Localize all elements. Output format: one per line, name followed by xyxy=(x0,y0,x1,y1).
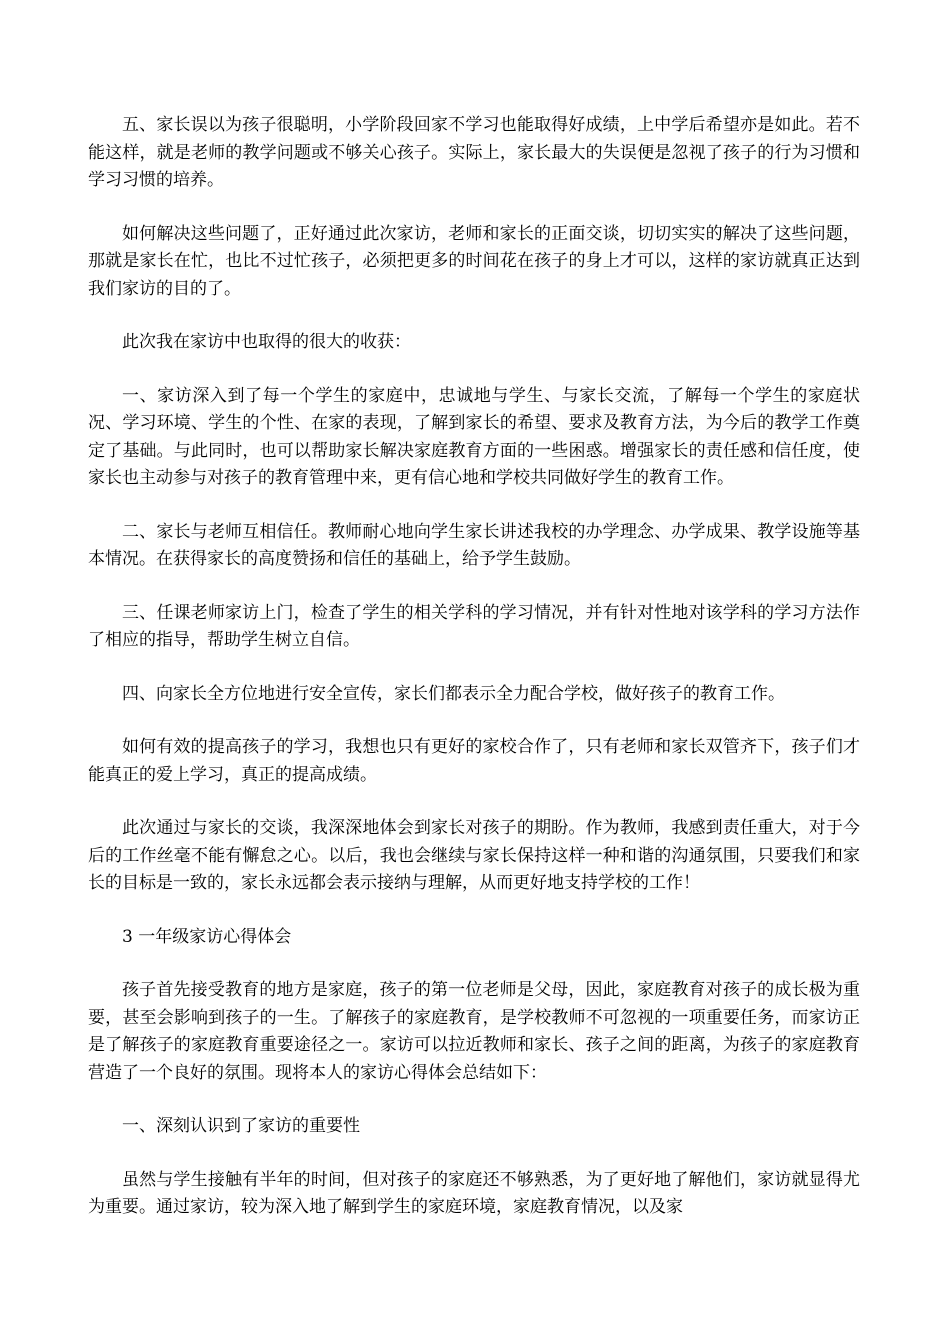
paragraph-gain-three: 三、任课老师家访上门，检查了学生的相关学科的学习情况，并有针对性地对该学科的学习方法作了相应的指导，帮助学生树立自信。 xyxy=(88,602,860,650)
paragraph-cooperation: 如何有效的提高孩子的学习，我想也只有更好的家校合作了，只有老师和家长双管齐下，孩子们才能真正的爱上学习，真正的提高成绩。 xyxy=(88,737,860,785)
paragraph-importance: 虽然与学生接触有半年的时间，但对孩子的家庭还不够熟悉，为了更好地了解他们，家访就显得尤为重要。通过家访，较为深入地了解到学生的家庭环境，家庭教育情况，以及家 xyxy=(88,1169,860,1217)
paragraph-conclusion: 此次通过与家长的交谈，我深深地体会到家长对孩子的期盼。作为教师，我感到责任重大，对于今后的工作丝毫不能有懈怠之心。以后，我也会继续与家长保持这样一种和谐的沟通氛围，只要我们和家长的目标是一致的，家长永远都会表示接纳与理解，从而更好地支持学校的工作！ xyxy=(88,818,860,893)
paragraph-family-education: 孩子首先接受教育的地方是家庭，孩子的第一位老师是父母，因此，家庭教育对孩子的成长极为重要，甚至会影响到孩子的一生。了解孩子的家庭教育，是学校教师不可忽视的一项重要任务，而家访正是了解孩子的家庭教育重要途径之一。家访可以拉近教师和家长、孩子之间的距离，为孩子的家庭教育营造了一个良好的氛围。现将本人的家访心得体会总结如下： xyxy=(88,980,860,1083)
paragraph-point-five: 五、家长误以为孩子很聪明，小学阶段回家不学习也能取得好成绩，上中学后希望亦是如此。若不能这样，就是老师的教学问题或不够关心孩子。实际上，家长最大的失误便是忽视了孩子的行为习惯和学习习惯的培养。 xyxy=(88,115,860,190)
paragraph-gain-four: 四、向家长全方位地进行安全宣传，家长们都表示全力配合学校，做好孩子的教育工作。 xyxy=(122,683,785,704)
paragraph-solution: 如何解决这些问题了，正好通过此次家访，老师和家长的正面交谈，切切实实的解决了这些问题，那就是家长在忙，也比不过忙孩子，必须把更多的时间花在孩子的身上才可以，这样的家访就真正达到我们家访的目的了。 xyxy=(88,223,860,299)
paragraph-gain-two: 二、家长与老师互相信任。教师耐心地向学生家长讲述我校的办学理念、办学成果、教学设施等基本情况。在获得家长的高度赞扬和信任的基础上，给予学生鼓励。 xyxy=(88,521,860,569)
paragraph-gain-one: 一、家访深入到了每一个学生的家庭中，忠诚地与学生、与家长交流，了解每一个学生的家庭状况、学习环境、学生的个性、在家的表现，了解到家长的希望、要求及教育方法，为今后的教学工作奠定了基础。与此同时，也可以帮助家长解决家庭教育方面的一些困惑。增强家长的责任感和信任度，使家长也主动参与对孩子的教育管理中来，更有信心地和学校共同做好学生的教育工作。 xyxy=(88,385,860,488)
section-heading: 3 一年级家访心得体会 xyxy=(122,926,292,947)
document-page xyxy=(88,112,860,1248)
paragraph-gains-intro: 此次我在家访中也取得的很大的收获： xyxy=(122,332,411,352)
subsection-heading: 一、深刻认识到了家访的重要性 xyxy=(122,1116,360,1136)
